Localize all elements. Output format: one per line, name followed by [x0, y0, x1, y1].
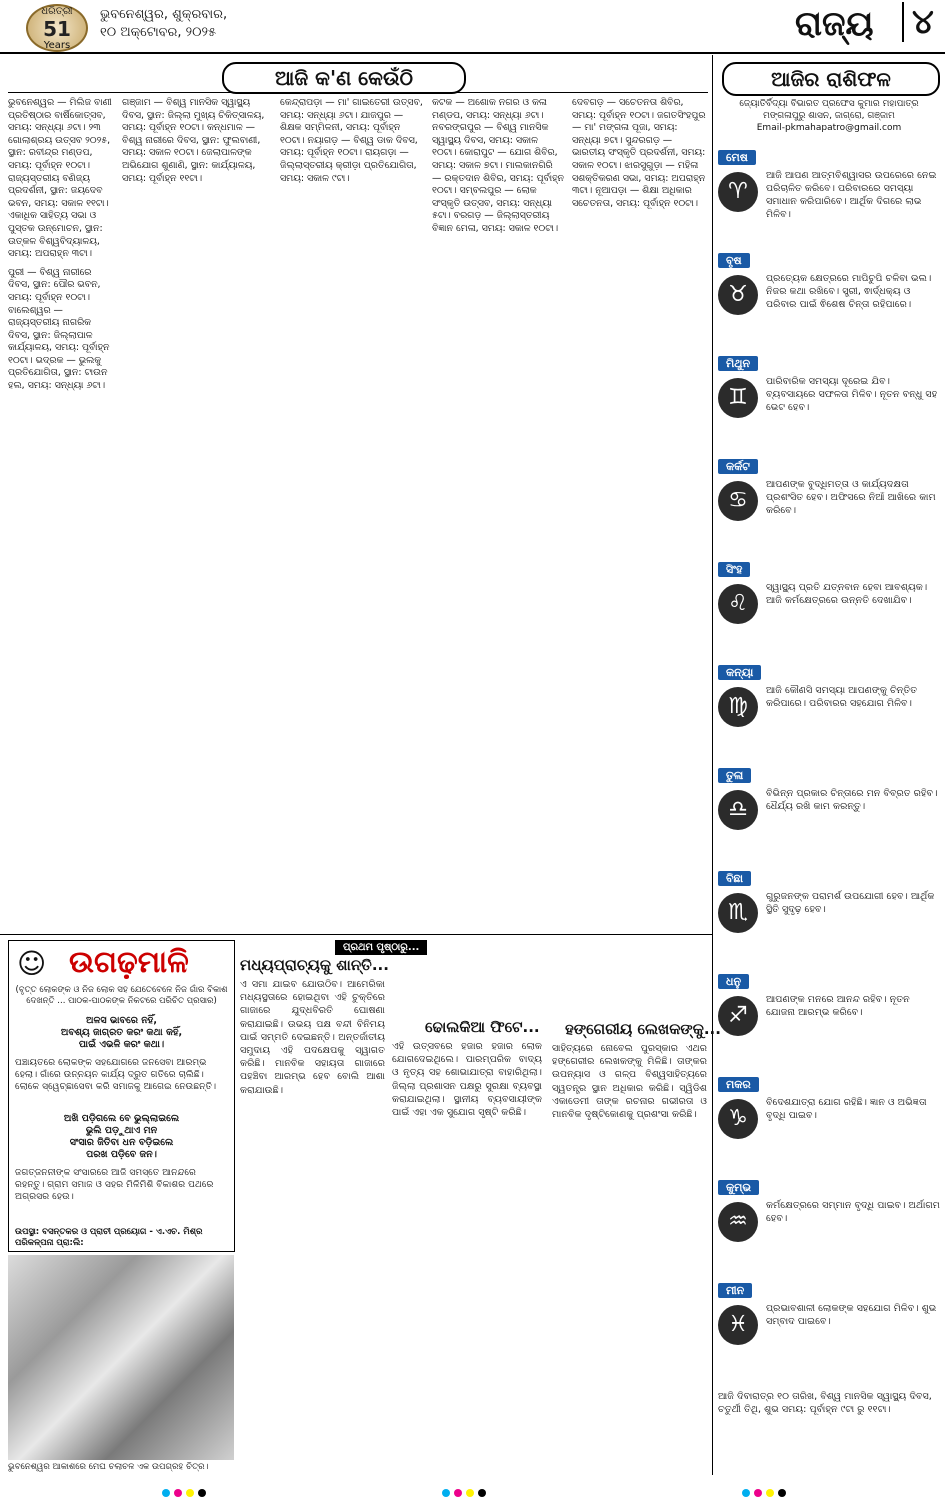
panji-text: ଆଜି ଦିବାରାତ୍ର ୧୦ ତାରିଖ, ବିଶ୍ୱ ମାନସିକ ସ୍ୱାସ୍ଥ୍ୟ ଦିବସ, ଚତୁର୍ଥୀ ତିଥି, ଶୁଭ ସମୟ: ପୂର୍ବାହ୍ନ ୯ଟା ରୁ ୧୧ଟା। — [718, 1391, 932, 1415]
section-rule — [0, 934, 712, 935]
rashi-entry — [718, 562, 940, 616]
color-dots — [160, 1482, 208, 1501]
headline-right: ହଙ୍ଗେରୀୟ ଲେଖକଙ୍କୁ... — [565, 1020, 721, 1038]
rashi-text: ବିଦେଶଯାତ୍ରା ଯୋଗ ରହିଛି। ଜ୍ଞାନ ଓ ଅଭିଜ୍ଞତା ବୃଦ୍ଧି ପାଇବ। — [766, 1097, 927, 1121]
rashi-text: ଆପଣଙ୍କ ବୁଦ୍ଧିମତ୍ତା ଓ କାର୍ଯ୍ୟଦକ୍ଷତା ପ୍ରଶଂସିତ ହେବ। ଅଫିସରେ ନିଆଁ ଆଖିରେ କାମ କରିବେ। — [766, 479, 936, 516]
verse-line: ପାଇଁ ଏଭଳି କରଂ କଥା। — [78, 1039, 165, 1050]
rashi-name: ବିଛା — [718, 871, 751, 886]
zodiac-icon: ♊ — [718, 378, 758, 418]
satellite-image — [8, 1255, 234, 1460]
story-right: ସାହିତ୍ୟରେ ନୋବେଲ ପୁରସ୍କାର ଏଥର ହଙ୍ଗେରୀର ଲେଖକଙ୍କୁ ମିଳିଛି। ତାଙ୍କର ଉପନ୍ୟାସ ଓ ଗଳ୍ପ ବିଶ୍ୱସାହିତ୍ୟରେ ସ୍ୱତନ୍ତ୍ର ସ୍ଥାନ ଅଧିକାର କରିଛି। ସ୍ୱିଡିଶ ଏକାଡେମୀ ତାଙ୍କ ରଚନାର ଗଭୀରତା ଓ ମାନବିକ ଦୃଷ୍ଟିକୋଣକୁ ପ୍ରଶଂସା କରିଛି। — [552, 1043, 707, 1121]
verse-line: ପରଖ ପଡ଼ିବେ ଜନ। — [86, 1149, 157, 1160]
rashi-text: ଆଜି ଆପଣ ଆତ୍ମବିଶ୍ୱାସର ଉପରେରେ ନେଇ ପରିଚାଳିତ କରିବେ। ପରିବାରରେ ସମସ୍ୟା ସମାଧାନ କରିପାରିବେ। ଆର୍ଥିକ ଦିଗରେ ଲାଭ ମିଳିବ। — [766, 170, 937, 220]
today-text: ପୁରୀ — ବିଶ୍ୱ ନାରୀରେ ଦିବସ, ସ୍ଥାନ: ପୌର ଭବନ, ସମୟ: ପୂର୍ବାହ୍ନ ୧୦ଟା। ବାଲେଶ୍ୱର — ରାଜ୍ୟସ୍ତରୀୟ ନାଗରିକ ଦିବସ, ସ୍ଥାନ: ଜିଲ୍ଲାପାଳ କାର୍ଯ୍ୟାଳୟ, ସମୟ: ପୂର୍ବାହ୍ନ ୧୦ଟା। ଭଦ୍ରକ — ଭୁଲକୁ ପ୍ରତିଯୋଗିତା, ସ୍ଥାନ: ଟାଉନ ହଲ, ସମୟ: ସନ୍ଧ୍ୟା ୬ଟା। — [8, 266, 110, 392]
today-col-4 — [432, 97, 564, 927]
rashi-text: ବିଭିନ୍ନ ପ୍ରକାର ଚିନ୍ତାରେ ମନ ବିବ୍ରତ ରହିବ। ଧୈର୍ଯ୍ୟ ରଖି କାମ କରନ୍ତୁ। — [766, 788, 938, 812]
rashi-name: ମିଥୁନ — [718, 356, 758, 371]
print-registration-marks — [0, 1476, 945, 1498]
ugadhamali-tagline: (ବୃତ୍ତ ଲୋକଙ୍କ ଓ ନିଜ ଲୋକ ସହ ଯେତେବେଳେ ନିଜ ଗାଁର ବିକାଶ ଦେଖନ୍ତି ... ପାଠକ-ପାଠକଙ୍କ ନିକଟରେ ପରିଚିତ ପ୍ରସାର) — [15, 985, 228, 1006]
verse-block-2 — [15, 1113, 228, 1161]
ugadhamali-title: ଉଗଢ଼ମାଳି — [69, 945, 189, 980]
zodiac-icon: ♋ — [718, 481, 758, 521]
zodiac-icon: ♍ — [718, 687, 758, 727]
continuation-label: ପ୍ରଥମ ପୃଷ୍ଠାରୁ... — [335, 940, 427, 955]
astrologer-name: ଜ୍ୟୋତିର୍ବିଦ୍ୟା ବିଭାରତ ପ୍ରଫେସ କୁମାର ମହାପାତ୍ର — [739, 99, 919, 109]
dateline — [100, 6, 227, 42]
today-text: କେନ୍ଦ୍ରାପଡ଼ା — ମା' ଗାଇତେରୀ ଉତ୍ସବ, ସମୟ: ସନ୍ଧ୍ୟା ୬ଟା। ଯାଜପୁର — ଶିକ୍ଷକ ସମ୍ମିଳନୀ, ସମୟ: ପୂର୍ବାହ୍ନ ୧୦ଟା। ନୟାଗଡ଼ — ବିଶ୍ୱ ଡାକ ଦିବସ, ସମୟ: ପୂର୍ବାହ୍ନ ୧୦ଟା। ରାୟଗଡ଼ା — ଜିଲ୍ଲାସ୍ତରୀୟ କ୍ରୀଡ଼ା ପ୍ରତିଯୋଗିତା, ସମୟ: ସକାଳ ୯ଟା। — [280, 97, 423, 184]
rashi-text: କର୍ମକ୍ଷେତ୍ରରେ ସମ୍ମାନ ବୃଦ୍ଧି ପାଇବ। ଅର୍ଥାଗମ ହେବ। — [766, 1200, 940, 1224]
page-header — [0, 0, 945, 54]
rashi-text: ପ୍ରଭାବଶାଳୀ ଲୋକଙ୍କ ସହଯୋଗ ମିଳିବ। ଶୁଭ ସମ୍ବାଦ ପାଇବେ। — [766, 1303, 937, 1327]
rashi-text: ଗୁରୁଜନଙ୍କ ପରାମର୍ଶ ଉପଯୋଗୀ ହେବ। ଆର୍ଥିକ ସ୍ଥିତି ସୁଦୃଢ଼ ହେବ। — [766, 891, 935, 915]
zodiac-icon: ♓ — [718, 1305, 758, 1345]
rashi-entry — [718, 974, 940, 1028]
zodiac-icon: ♈ — [718, 172, 758, 212]
zodiac-icon: ♏ — [718, 893, 758, 933]
today-text: ଦେବଗଡ଼ — ସଚେତନତା ଶିବିର, ସମୟ: ପୂର୍ବାହ୍ନ ୧୦ଟା। ଜଗତସିଂହପୁର — ମା' ମଙ୍ଗଳା ପୂଜା, ସମୟ: ସନ୍ଧ୍ୟା ୭ଟା। ସୁନ୍ଦରଗଡ଼ — ଭାରତୀୟ ସଂସ୍କୃତି ପ୍ରଦର୍ଶନୀ, ସମୟ: ସକାଳ ୧୦ଟା। ଝାରସୁଗୁଡ଼ା — ମହିଳା ସଶକ୍ତିକରଣ ସଭା, ସମୟ: ଅପରାହ୍ନ ୩ଟା। ନୂଆପଡ଼ା — ଶିକ୍ଷା ଅଧିକାର ସଚେତନତା, ସମୟ: ପୂର୍ବାହ୍ନ ୧୦ଟା। — [572, 97, 706, 209]
today-banner: ଆଜି କ'ଣ କେଉଁଠି — [222, 62, 466, 94]
verse-line: ଅଖି ପଡ଼ିଗଲେ ବେ ଭୁଲ୍ଲାଇଲେ — [63, 1113, 180, 1124]
rashi-name: କୁମ୍ଭ — [718, 1180, 759, 1195]
rashi-text: ପ୍ରତ୍ୟେକ କ୍ଷେତ୍ରରେ ମାପିଚୁପି ଚଳିବା ଭଲ। ନିଜର କଥା ରଖିବେ। ସ୍ତ୍ରୀ, ଵାର୍ଦ୍ଧକ୍ୟ ଓ ପରିବାର ପାଇଁ ଵିଶେଷ ଚିନ୍ତା ରହିପାରେ। — [766, 273, 932, 310]
story-left: ଏ ସମା ଯାଇବ ଯୋଉଠିବ। ଆମେରିକା ମଧ୍ୟସ୍ଥତାରେ ହୋଇଥିବା ଏହି ଚୁକ୍ତିରେ ଗାଜାରେ ଯୁଦ୍ଧବିରତି ଘୋଷଣା କରାଯାଇଛି। ଉଭୟ ପକ୍ଷ ବନ୍ଦୀ ବିନିମୟ ପାଇଁ ସମ୍ମତି ଦେଇଛନ୍ତି। ଅନ୍ତର୍ଜାତୀୟ ସମୁଦାୟ ଏହି ପଦକ୍ଷେପକୁ ସ୍ୱାଗତ କରିଛି। ମାନବିକ ସହାୟତା ଗାଜାରେ ପହଞ୍ଚିବା ଆରମ୍ଭ ହେବ ବୋଲି ଆଶା କରାଯାଉଛି। — [240, 979, 385, 1096]
page-number: ୪ — [902, 2, 934, 42]
rashi-name: ସିଂହ — [718, 562, 750, 577]
story-mid: ଏହି ଉତ୍ସବରେ ହଜାର ହଜାର ଲୋକ ଯୋଗଦେଇଥିଲେ। ପାରମ୍ପରିକ ବାଦ୍ୟ ଓ ନୃତ୍ୟ ସହ ଶୋଭାଯାତ୍ରା ବାହାରିଥିଲା। ଜିଲ୍ଲା ପ୍ରଶାସନ ପକ୍ଷରୁ ସୁରକ୍ଷା ବ୍ୟବସ୍ଥା କରାଯାଇଥିଲା। ସ୍ଥାନୀୟ ବ୍ୟବସାୟୀଙ୍କ ପାଇଁ ଏହା ଏକ ସୁଯୋଗ ସୃଷ୍ଟି କରିଛି। — [392, 1041, 542, 1119]
zodiac-icon: ♐ — [718, 996, 758, 1036]
color-dots — [440, 1482, 488, 1501]
astrologer-email: Email-pkmahapatro@gmail.com — [756, 123, 902, 133]
rashi-name: ମେଷ — [718, 150, 756, 165]
verse-line: ଭୁଲି ପଡ଼ୁଥାଏ ମନ — [85, 1125, 158, 1136]
zodiac-icon: ♉ — [718, 275, 758, 315]
rashi-text: ପାରିବାରିକ ସମସ୍ୟା ଦୂରେଇ ଯିବ। ବ୍ୟବସାୟରେ ସଫଳତା ମିଳିବ। ନୂତନ ବନ୍ଧୁ ସହ ଭେଟ ହେବ। — [766, 376, 938, 413]
ugadhamali-box — [8, 940, 235, 1252]
rashi-entry — [718, 356, 940, 414]
zodiac-icon: ♎ — [718, 790, 758, 830]
today-text: ଗଞ୍ଜାମ — ବିଶ୍ୱ ମାନସିକ ସ୍ୱାସ୍ଥ୍ୟ ଦିବସ, ସ୍ଥାନ: ଜିଲ୍ଲା ମୁଖ୍ୟ ଚିକିତ୍ସାଳୟ, ସମୟ: ପୂର୍ବାହ୍ନ ୧୦ଟା। କନ୍ଧମାଳ — ବିଶ୍ୱ ନାରୀରେ ଦିବସ, ସ୍ଥାନ: ଫୁଲବାଣୀ, ସମୟ: ସକାଳ ୧୦ଟା। ଜେଲାପାଳଙ୍କ ଅଭିଯୋଗ ଶୁଣାଣି, ସ୍ଥାନ: କାର୍ଯ୍ୟାଳୟ, ସମୟ: ପୂର୍ବାହ୍ନ ୧୧ଟା। — [122, 97, 265, 184]
today-col-3 — [280, 97, 425, 927]
satellite-caption: ଭୁବନେଶ୍ୱର ଆକାଶରେ ମେଘ ଚଲାଚଳ ଏକ ଉପଗ୍ରହ ଚିତ୍ର। — [8, 1462, 209, 1472]
zodiac-icon: ♒ — [718, 1202, 758, 1242]
today-text: କଟକ — ଅଶୋକ ନଗର ଓ କଳା ମଣ୍ଡପ, ସମୟ: ସନ୍ଧ୍ୟା ୬ଟା। ନବରଙ୍ଗପୁର — ବିଶ୍ୱ ମାନସିକ ସ୍ୱାସ୍ଥ୍ୟ ଦିବସ, ସମୟ: ସକାଳ ୧୦ଟା। କୋରାପୁଟ — ଯୋଗ ଶିବିର, ସମୟ: ସକାଳ ୭ଟା। ମାଲକାନଗିରି — ରକ୍ତଦାନ ଶିବିର, ସମୟ: ପୂର୍ବାହ୍ନ ୧୦ଟା। ସମ୍ବଲପୁର — ଲୋକ ସଂସ୍କୃତି ଉତ୍ସବ, ସମୟ: ସନ୍ଧ୍ୟା ୫ଟା। ବରଗଡ଼ — ଜିଲ୍ଲାସ୍ତରୀୟ ବିଜ୍ଞାନ ମେଳା, ସମୟ: ସକାଳ ୧୦ଟା। — [432, 97, 564, 234]
rashi-text: ଆଜି କୌଣସି ସମସ୍ୟା ଆପଣଙ୍କୁ ଚିନ୍ତିତ କରିପାରେ। ପରିବାରର ସହଯୋଗ ମିଳିବ। — [766, 685, 918, 709]
rashifal-byline — [722, 98, 936, 134]
rashi-entry — [718, 1180, 940, 1234]
rashi-name: ମୀନ — [718, 1283, 752, 1298]
rashi-entry — [718, 1077, 940, 1131]
color-dots — [740, 1482, 788, 1501]
dateline-city: ଭୁବନେଶ୍ୱର, ଶୁକ୍ରବାର, — [100, 7, 228, 22]
rashi-name: ତୁଳା — [718, 768, 751, 783]
astrologer-address: ମଙ୍ଗଳାପୁରୁ ଶାସନ, ଜାଗ୍ରୋ, ଗଞ୍ଜାମ — [763, 111, 895, 121]
ugadhamali-credit: ଉପସ୍ଥା: ବସନ୍ତକର ଓ ପ୍ରାଚୀ ପ୍ରୟୋଗ - ଏ.ଏଚ. ମିଶ୍ର ପରିକଳ୍ପନା ପ୍ରା:ଲି: — [15, 1227, 203, 1248]
rashi-entry — [718, 1283, 940, 1337]
zodiac-icon: ♌ — [718, 584, 758, 624]
rule — [8, 92, 708, 93]
ugadhamali-body-2: ଜଗତ୍‌ଜନନୀଙ୍କ ସଂସାରରେ ଆଜି ସମସ୍ତେ ଆନନ୍ଦରେ ରହନ୍ତୁ। ଗ୍ରାମ ସମାଜ ଓ ସହର ମିଳିମିଶି ବିକାଶର ପଥରେ ଅଗ୍ରସର ହେଉ। — [15, 1167, 214, 1202]
today-col-1 — [8, 97, 116, 927]
rashi-text: ସ୍ୱାସ୍ଥ୍ୟ ପ୍ରତି ଯତ୍ନବାନ ହେବା ଆବଶ୍ୟକ। ଆଜି କର୍ମକ୍ଷେତ୍ରରେ ଉନ୍ନତି ଦେଖାଯିବ। — [766, 582, 928, 606]
ugadhamali-body: ପଞ୍ଚାୟତରେ ଲୋକଙ୍କ ସହଯୋଗରେ ଜନସେବା ଆରମ୍ଭ ହେଲା। ଗାଁରେ ଉନ୍ନୟନ କାର୍ଯ୍ୟ ଦ୍ରୁତ ଗତିରେ ଚାଲିଛି। ଲୋକେ ସ୍ୱେଚ୍ଛାସେବା କରି ସମାଜକୁ ଆଗେଇ ନେଉଛନ୍ତି। — [15, 1057, 217, 1092]
verse-line: ସଂସାର ଜିତିବା ଧନ ବଡ଼ିଇଲେ — [69, 1137, 174, 1148]
rashi-name: ଧନୁ — [718, 974, 749, 989]
dateline-date: ୧୦ ଅକ୍ଟୋବର, ୨୦୨୫ — [100, 25, 217, 40]
section-title: ରାଜ୍ୟ — [795, 4, 874, 44]
rashifal-banner: ଆଜିର ରାଶିଫଳ — [722, 62, 940, 96]
verse-line: ଅଳସ ଭାବରେ ନହିଁ, — [86, 1015, 157, 1026]
rashi-entry — [718, 253, 940, 311]
rashi-entry — [718, 665, 940, 719]
rashi-entry — [718, 459, 940, 517]
rashi-entry — [718, 150, 940, 221]
verse-block-1 — [15, 1015, 228, 1051]
headline-left: ମଧ୍ୟପ୍ରାଚ୍ୟକୁ ଶାନ୍ତି... — [240, 956, 389, 974]
zodiac-icon: ♑ — [718, 1099, 758, 1139]
rashi-name: ବୃଷ — [718, 253, 750, 268]
rashi-name: ମକର — [718, 1077, 759, 1092]
today-text: ଭୁବନେଶ୍ୱର — ମିଲିଜ ବାଣୀ ପ୍ରତିଷ୍ଠାର ବାର୍ଷିକୋତ୍ସବ, ସମୟ: ସନ୍ଧ୍ୟା ୬ଟା। ୨୩ ଗୋଲାଶ୍ରୟ ଉତ୍ସବ ୨୦୨୫, ସ୍ଥାନ: ରବୀନ୍ଦ୍ର ମଣ୍ଡପ, ସମୟ: ପୂର୍ବାହ୍ନ ୧୦ଟା। ରାଜ୍ୟସ୍ତରୀୟ ବଣିଜ୍ୟ ପ୍ରଦର୍ଶନୀ, ସ୍ଥାନ: ଜୟଦେବ ଭବନ, ସମୟ: ସକାଳ ୧୧ଟା। ଏକାଧିକ ସାହିତ୍ୟ ସଭା ଓ ପୁସ୍ତକ ଉନ୍ମୋଚନ, ସ୍ଥାନ: ଉତ୍କଳ ବିଶ୍ୱବିଦ୍ୟାଳୟ, ସମୟ: ଅପରାହ୍ନ ୩ଟା। — [8, 97, 112, 260]
today-col-5 — [572, 97, 707, 927]
rashi-entry — [718, 768, 940, 822]
logo-years: Years — [43, 40, 71, 51]
newspaper-logo — [26, 4, 88, 52]
today-col-2 — [122, 97, 272, 927]
cartoon-icon: ☺ — [17, 947, 47, 980]
logo-top: ଧରିତ୍ରୀ — [41, 6, 73, 17]
column-rule — [712, 55, 713, 1475]
rashi-name: କନ୍ୟା — [718, 665, 761, 680]
headline-mid: ଢୋଲକିଆ ଫିଟେ... — [425, 1018, 540, 1036]
rashi-entry — [718, 871, 940, 925]
rashi-name: କର୍କଟ — [718, 459, 758, 474]
logo-number: 51 — [43, 17, 71, 41]
rashi-text: ଆପଣଙ୍କ ମନରେ ଆନନ୍ଦ ରହିବ। ନୂତନ ଯୋଜନା ଆରମ୍ଭ କରିବେ। — [766, 994, 910, 1018]
verse-line: ଅବଶ୍ୟ ଜାଗ୍ରତ କରଂ କଥା କହିଁ, — [60, 1027, 183, 1038]
